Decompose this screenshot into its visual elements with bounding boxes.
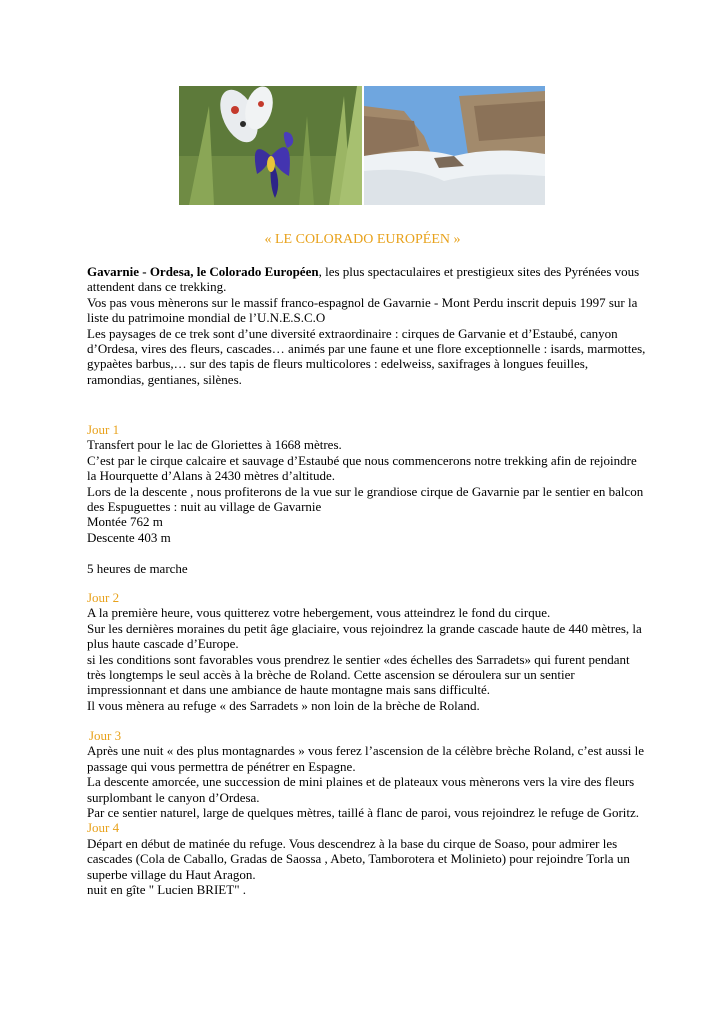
day-4-line: nuit en gîte " Lucien BRIET" . xyxy=(87,882,246,898)
day-2-section xyxy=(87,590,647,713)
intro-paragraph-1 xyxy=(87,264,647,295)
intro-paragraph-2: Vos pas vous mènerons sur le massif franco-espagnol de Gavarnie - Mont Perdu inscrit depuis 1997 sur la liste du patrimoine mondial de l’U.N.E.S.C.O xyxy=(87,294,638,326)
day-2-line: Sur les dernières moraines du petit âge glaciaire, vous rejoindrez la grande cascade haute de 440 mètres, la plus haute cascade d’Europe. xyxy=(87,620,642,652)
day-1-line xyxy=(87,545,647,560)
day-4-label: Jour 4 xyxy=(87,820,120,836)
day-1-label: Jour 1 xyxy=(87,422,120,437)
day-3-section xyxy=(87,728,647,897)
day-1-line: Lors de la descente , nous profiterons de la vue sur le grandiose cirque de Gavarnie par le sentier en balcon des Espuguettes : nuit au village de Gavarnie xyxy=(87,483,644,515)
day-1-line: Montée 762 m xyxy=(87,514,163,530)
intro-lead-bold: Gavarnie - Ordesa, le Colorado Européen xyxy=(87,264,319,279)
day-1-line: Descente 403 m xyxy=(87,529,171,545)
day-1-line: C’est par le cirque calcaire et sauvage d’Estaubé que nous commencerons notre trekking afin de rejoindre la Hourquette d’Alans à 2430 mètres d’altitude. xyxy=(87,452,637,484)
day-3-line: Après une nuit « des plus montagnardes » vous ferez l’ascension de la célèbre brèche Roland, c’est aussi le passage qui vous permettra de pénétrer en Espagne. xyxy=(87,743,645,774)
day-2-label: Jour 2 xyxy=(87,590,120,605)
day-2-line: si les conditions sont favorables vous prendrez le sentier «des échelles des Sarradets» qui furent pendant très longtemps le seul accès à la brèche de Roland. Cette ascension se déroulera sur un sentier impressionnant et dans une ambiance de haute montagne mais sans difficulté. xyxy=(87,651,630,698)
intro-lead-rest: , les plus spectaculaires et prestigieux sites des Pyrénées vous attendent dans ce trekking. xyxy=(87,264,640,295)
intro-section xyxy=(87,264,647,387)
day-1-line: 5 heures de marche xyxy=(87,560,188,576)
canyon-snow-photo xyxy=(364,86,545,205)
intro-paragraph-3: Les paysages de ce trek sont d’une diversité extraordinaire : cirques de Garvanie et d’Estaubé, canyon d’Ordesa, vires des fleurs, cascades… animés par une faune et une flore exceptionnelle : isards, marmottes, gypaètes barbus,… sur des tapis de fleurs multicolores : edelweiss, saxifrages à longues feuilles, ramondias, gentianes, silènes. xyxy=(87,325,646,387)
iris-butterfly-photo xyxy=(179,86,362,205)
day-2-line: A la première heure, vous quitterez votre hebergement, vous atteindrez le fond du cirque. xyxy=(87,605,551,621)
day-2-line: Il vous mènera au refuge « des Sarradets » non loin de la brèche de Roland. xyxy=(87,697,480,713)
day-3-label: Jour 3 xyxy=(89,728,122,743)
day-4-line: Départ en début de matinée du refuge. Vous descendrez à la base du cirque de Soaso, pour admirer les cascades (Cola de Caballo, Gradas de Saossa , Abeto, Tamborotera et Molinieto) pour rejoindre Torla un superbe village du Haut Aragon. xyxy=(87,835,630,882)
day-3-line: La descente amorcée, une succession de mini plaines et de plateaux vous mènerons vers la vire des fleurs surplombant le canyon d’Ordesa. xyxy=(87,774,635,805)
day-3-line: Par ce sentier naturel, large de quelques mètres, taillé à flanc de paroi, vous rejoindrez le refuge de Goritz. xyxy=(87,805,640,821)
page-title: « LE COLORADO EUROPÉEN » xyxy=(264,232,461,247)
day-1-section xyxy=(87,422,647,576)
day-1-line: Transfert pour le lac de Gloriettes à 1668 mètres. xyxy=(87,437,342,453)
